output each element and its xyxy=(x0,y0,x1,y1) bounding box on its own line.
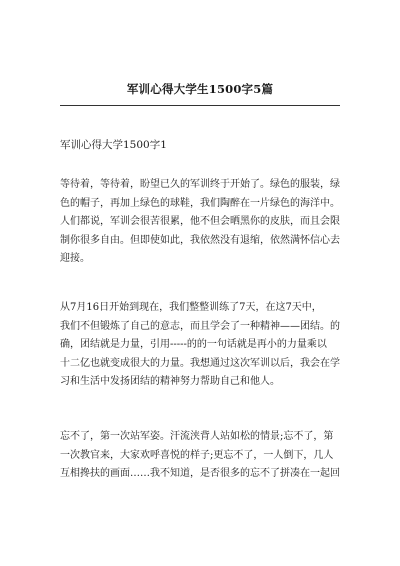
paragraph-line: 迎接。 xyxy=(60,253,90,264)
paragraph-line: 十二亿也就变成很大的力量。我想通过这次军训以后，我会在学 xyxy=(60,357,340,369)
section-heading: 军训心得大学1500字1 xyxy=(60,139,167,151)
paragraph-line: 习和生活中发扬团结的精神努力帮助自己和他人。 xyxy=(60,376,280,387)
paragraph-1 xyxy=(60,176,352,269)
paragraph-line: 确，团结就是力量，引用-----的的一句话就是再小的力量乘以 xyxy=(60,339,327,350)
paragraph-line: 色的帽子，再加上绿色的球鞋，我们陶醉在一片绿色的海洋中。 xyxy=(60,197,340,209)
paragraph-line: 忘不了，第一次站军姿。汗流浃背人站如松的情景;忘不了，第 xyxy=(60,431,334,442)
paragraph-line: 互相搀扶的画面……我不知道，是否很多的忘不了拼凑在一起回 xyxy=(60,468,340,479)
document-title: 军训心得大学生1500字5篇 xyxy=(126,82,274,96)
paragraph-3 xyxy=(60,428,352,484)
paragraph-line: 我们不但锻炼了自己的意志，而且学会了一种精神——团结。的 xyxy=(60,320,340,332)
paragraph-2 xyxy=(60,299,352,392)
paragraph-line: 从7月16日开始到现在，我们整整训练了7天，在这7天中， xyxy=(60,302,322,313)
paragraph-line: 一次教官来，大家欢呼喜悦的样子;更忘不了，一人倒下，几人 xyxy=(60,449,334,461)
paragraph-line: 人们都说，军训会很苦很累，他不但会晒黑你的皮肤，而且会限 xyxy=(60,216,340,227)
paragraph-line: 等待着，等待着，盼望已久的军训终于开始了。绿色的服装，绿 xyxy=(60,179,340,190)
title-divider xyxy=(60,105,340,106)
paragraph-line: 制你很多自由。但即使如此，我依然没有退缩，依然满怀信心去 xyxy=(60,234,340,246)
